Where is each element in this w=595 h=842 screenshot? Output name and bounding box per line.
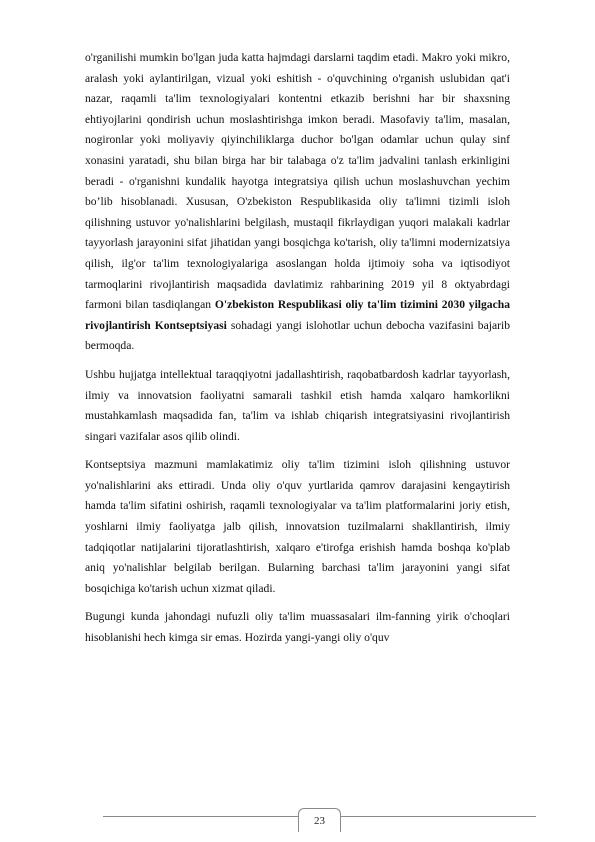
paragraph-1-tail: sohadagi yangi islohotlar uchun debocha vazifasini bajarib bermoqda. [85,318,510,353]
paragraph-3: Kontseptsiya mazmuni mamlakatimiz oliy ta'lim tizimini isloh qilishning ustuvor yo'nalishlarini aks ettiradi. Unda oliy o'quv yurtlarida qamrov darajasini kengaytirish hamda ta'lim sifatini oshirish, raqamli texnologiyalar va ta'lim platformalarini joriy etish, yoshlarni ilmiy faoliyatga jalb qilish, innovatsion tuzilmalarni shakllantirish, ilmiy tadqiqotlar natijalarini tijoratlashtirish, xalqaro e'tirofga erishish hamda boshqa ko'plab aniq yo'nalishlar belgilab berilgan. Bularning barchasi ta'lim jarayonini yangi sifat bosqichiga ko'tarish uchun xizmat qiladi. [85,458,510,595]
page-number: 23 [298,808,341,832]
page-footer [0,800,595,840]
paragraph-1-text: o'rganilishi mumkin bo'lgan juda katta hajmdagi darslarni taqdim etadi. Makro yoki mikro, aralash yoki aylantirilgan, vizual yoki eshitish - o'quvchining o'rganish uslubidan qat'i nazar, raqamli ta'lim texnologiyalari kontentni etkazib berishni har bir shaxsning ehtiyojlarini qondirish uchun moslashtirishga imkon beradi. Masofaviy ta'lim, masalan, nogironlar yoki moliyaviy qiyinchiliklarga duchor bo'lgan odamlar uchun qulay sinf xonasini yaratadi, shu bilan birga har bir talabaga o'z ta'lim jadvalini tanlash erkinligini beradi - o'rganishni kundalik hayotga integratsiya qilish uchun moslashuvchan yechim bo’lib hisoblanadi. Xususan, O'zbekiston Respublikasida oliy ta'limni tizimli isloh qilishning ustuvor yo'nalishlarini belgilash, mustaqil fikrlaydigan yuqori malakali kadrlar tayyorlash jarayonini sifat jihatidan yangi bosqichga ko'tarish, oliy ta'limni modernizatsiya qilish, ilg'or ta'lim texnologiyalariga asoslangan holda ijtimoiy soha va iqtisodiyot tarmoqlarini rivojlantirish maqsadida davlatimiz rahbarining 2019 yil 8 oktyabrdagi farmoni bilan tasdiqlangan [85,51,510,312]
document-body [85,48,510,657]
paragraph-2: Ushbu hujjatga intellektual taraqqiyotni jadallashtirish, raqobatbardosh kadrlar tayyorlash, ilmiy va innovatsion faoliyatni samarali tashkil etish hamda xalqaro hamkorlikni mustahkamlash maqsadida fan, ta'lim va ishlab chiqarish integratsiyasini rivojlantirish singari vazifalar asos qilib olindi. [85,367,510,443]
footer-divider-right [341,816,536,817]
paragraph-4: Bugungi kunda jahondagi nufuzli oliy ta'lim muassasalari ilm-fanning yirik o'choqlari hisoblanishi hech kimga sir emas. Hozirda yangi-yangi oliy o'quv [85,610,510,645]
paragraph-1 [85,48,510,357]
footer-divider-left [103,816,298,817]
paragraph-1-bold-title: O'zbekiston Respublikasi oliy ta'lim tizimini 2030 yilgacha rivojlantirish Kontseptsiyasi [85,298,510,332]
